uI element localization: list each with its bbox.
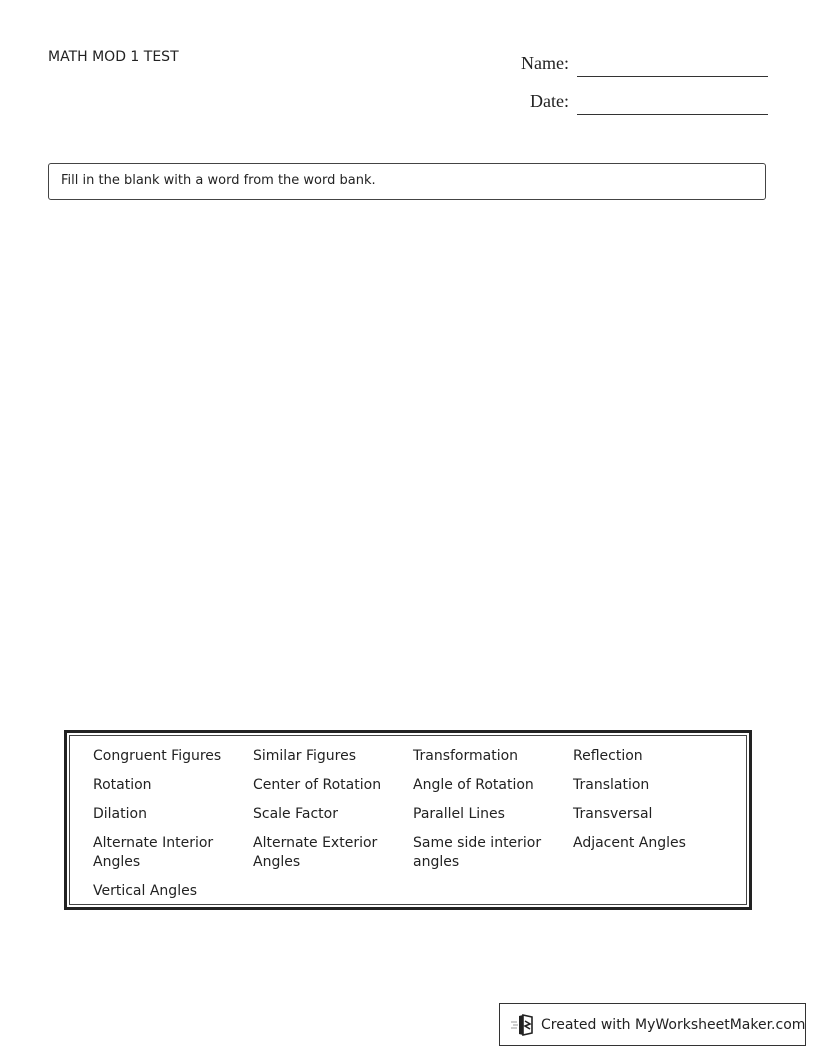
word-bank-item: Adjacent Angles [573,835,686,851]
word-bank-item: Transversal [573,806,653,822]
word-bank-grid [93,747,733,901]
date-field [500,91,768,115]
word-bank-item: Angle of Rotation [413,777,534,793]
worksheet-maker-logo-icon [510,1013,536,1037]
name-field [500,53,768,77]
credit-text: Created with MyWorksheetMaker.com [541,1016,806,1033]
word-bank-item: Dilation [93,806,147,822]
word-bank-item: Same side interior angles [413,835,542,870]
word-bank-item: Rotation [93,777,152,793]
word-bank-item: Transformation [413,748,519,764]
instructions-text: Fill in the blank with a word from the word bank. [61,173,376,188]
word-bank-item: Center of Rotation [253,777,382,793]
word-bank-item: Similar Figures [253,748,357,764]
credit-badge[interactable] [499,1003,806,1046]
word-bank [64,730,752,910]
date-blank-line[interactable] [577,114,768,115]
word-bank-item: Alternate Exterior Angles [253,835,378,870]
word-bank-item: Alternate Interior Angles [93,835,214,870]
word-bank-inner-border [69,735,747,905]
name-label: Name: [521,53,569,73]
word-bank-item: Vertical Angles [93,883,197,899]
word-bank-item: Parallel Lines [413,806,505,822]
word-bank-item: Scale Factor [253,806,338,822]
instructions-box [48,163,766,200]
word-bank-item: Reflection [573,748,643,764]
date-label: Date: [530,91,569,111]
word-bank-item: Translation [573,777,650,793]
name-blank-line[interactable] [577,76,768,77]
page-title: MATH MOD 1 TEST [48,49,179,65]
word-bank-item: Congruent Figures [93,748,222,764]
